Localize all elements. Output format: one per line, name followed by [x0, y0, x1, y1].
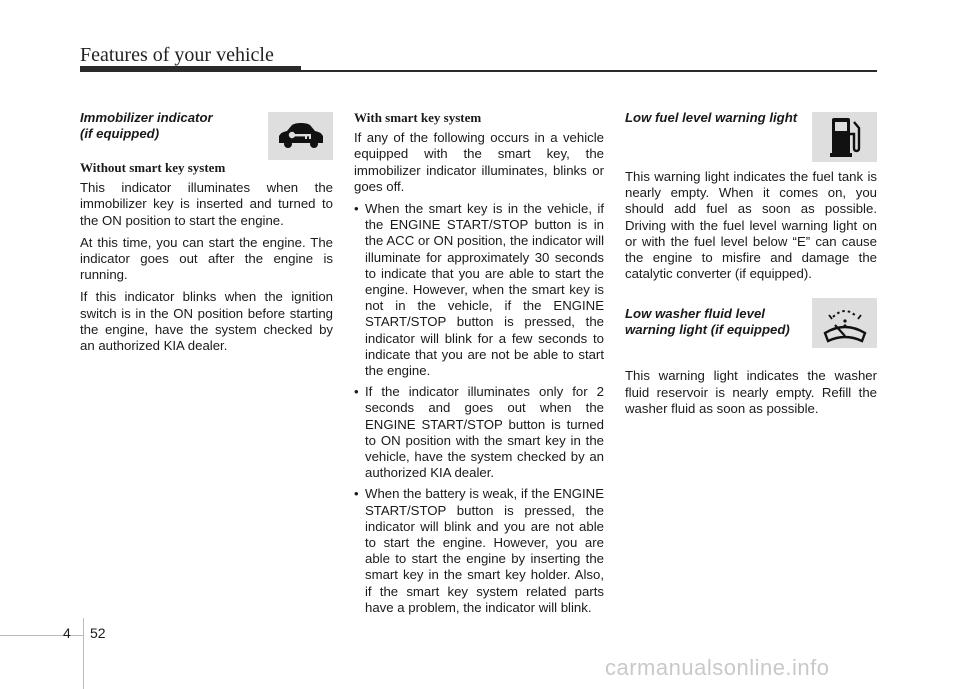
footer-horizontal-rule [0, 635, 84, 636]
immobilizer-paragraph-3: If this indicator blinks when the ignition switch is in the ON position before starting the engine, have the system checked by an authorized KIA dealer. [80, 289, 333, 354]
footer-vertical-rule [83, 618, 84, 689]
column-smart-key [354, 110, 604, 621]
fuel-pump-icon [828, 116, 862, 158]
washer-warning-text: This warning light indicates the washer fluid reservoir is nearly empty. Refill the washer fluid as soon as possible. [625, 368, 877, 416]
immobilizer-car-key-icon [275, 121, 327, 151]
chapter-number: 4 [63, 625, 71, 641]
fuel-warning-heading: Low fuel level warning light [625, 110, 798, 125]
smart-key-intro: If any of the following occurs in a vehicle equipped with the smart key, the immobilizer indicator illuminates, blinks or goes off. [354, 130, 604, 194]
page-number: 52 [90, 625, 106, 641]
watermark-text: carmanualsonline.info [605, 655, 830, 680]
immobilizer-heading-line2: (if equipped) [80, 126, 160, 141]
smart-key-bullet-list [354, 201, 604, 616]
smart-key-bullet-1: • When the smart key is in the vehicle, if the ENGINE START/STOP button is in the ACC or ON position, the indicator will illuminate for approximately 30 seconds to indicate that you are able to start the engine. However, when the smart key is not in the vehicle, if the ENGINE START/STOP button is pressed, the indicator will blink for a few seconds to indicate that you are not be able to start the engine. [354, 201, 604, 379]
immobilizer-heading-line1: Immobilizer indicator [80, 110, 213, 125]
washer-fluid-icon [820, 303, 870, 343]
without-smart-key-subheading: Without smart key system [80, 160, 226, 175]
header-rule [301, 70, 877, 72]
fuel-warning-text: This warning light indicates the fuel tank is nearly empty. When it comes on, you should add fuel as soon as possible. Driving with the fuel level warning light on or with the fuel level below “E” can cause the engine to misfire and damage the catalytic converter (if equipped). [625, 169, 877, 282]
page-header-title: Features of your vehicle [80, 44, 274, 66]
immobilizer-icon-box [268, 112, 333, 160]
smart-key-bullet-3: • When the battery is weak, if the ENGINE START/STOP button is pressed, the indicator will blink and you are not able to start the engine. However, you are able to start the engine by inserting the smart key in the smart key holder. Also, if the smart key system related parts have a problem, the indicator will blink. [354, 486, 604, 616]
washer-warning-heading-line2: warning light (if equipped) [625, 322, 790, 338]
smart-key-bullet-2: • If the indicator illuminates only for 2 seconds and goes out when the ENGINE START/STOP button is turned to ON position with the smart key in the vehicle, have the system checked by an authorized KIA dealer. [354, 384, 604, 481]
immobilizer-paragraph-1: This indicator illuminates when the immobilizer key is inserted and turned to the ON position to start the engine. [80, 180, 333, 228]
header-bar [80, 66, 301, 72]
fuel-icon-box [812, 112, 877, 162]
with-smart-key-subheading: With smart key system [354, 110, 482, 125]
washer-warning-heading-line1: Low washer fluid level [625, 306, 765, 322]
washer-icon-box [812, 298, 877, 348]
immobilizer-paragraph-2: At this time, you can start the engine. The indicator goes out after the engine is running. [80, 234, 333, 283]
